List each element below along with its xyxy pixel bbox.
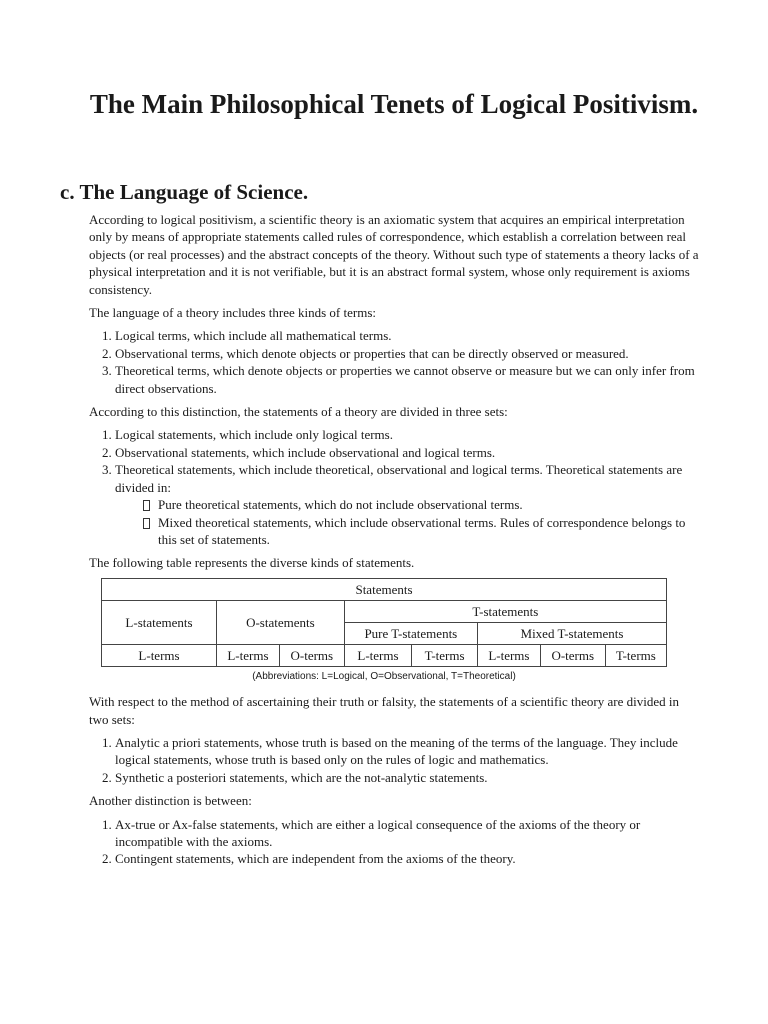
list-item-text: Theoretical statements, which include theoretical, observational and logical terms. Theoretical statements are divided in: [115,462,683,495]
table-caption: (Abbreviations: L=Logical, O=Observational, T=Theoretical) [252,670,516,682]
sublist-item-text: Mixed theoretical statements, which include observational terms. Rules of correspondence belongs to this set of statements. [158,514,686,547]
table-cell-t-statements: T-statements [344,600,666,622]
section-heading: c. The Language of Science. [60,180,309,204]
table-cell: L-terms [217,644,280,666]
page-title: The Main Philosophical Tenets of Logical Positivism. [89,89,699,119]
statements-table [101,578,667,667]
truth-intro-paragraph: With respect to the method of ascertaining their truth or falsity, the statements of a scientific theory are divided in two sets: [89,694,679,727]
table-cell: T-terms [412,644,478,666]
list-item: 1. Ax-true or Ax-false statements, which are either a logical consequence of the axioms of the theory or incompatible with the axioms. [115,816,699,851]
list-item: 1. Logical terms, which include all mathematical terms. [115,327,699,344]
sublist-item [143,496,699,513]
sublist-item-text: Pure theoretical statements, which do not include observational terms. [158,497,523,513]
list-item: 2. Observational terms, which denote objects or properties that can be directly observed or measured. [115,345,699,362]
intro-paragraph: According to logical positivism, a scientific theory is an axiomatic system that acquires an empirical interpretation only by means of appropriate statements called rules of correspondence, which establish a correlation between real objects (or real processes) and the abstract concepts of the theory. Without such type of statements a theory lacks of a physical interpretation and it is not verifiable, but it is an abstract formal system, whose only requirement is axioms consistency. [89,212,699,297]
table-intro-paragraph: The following table represents the diverse kinds of statements. [89,555,415,571]
sublist-item [143,514,699,549]
list-item: 2. Contingent statements, which are independent from the axioms of the theory. [115,850,699,867]
table-header-statements: Statements [102,578,667,600]
document-body [89,211,699,874]
list-item: 3. Theoretical terms, which denote objects or properties we cannot observe or measure but we can only infer from direct observations. [115,362,699,397]
square-bullet-icon [143,500,150,511]
terms-list [89,327,699,397]
table-cell: T-terms [605,644,666,666]
table-cell: L-terms [102,644,217,666]
truth-list [89,734,699,786]
table-cell-mixed-t: Mixed T-statements [477,622,666,644]
table-cell: O-terms [279,644,344,666]
table-cell: L-terms [477,644,540,666]
list-item: 1. Analytic a priori statements, whose truth is based on the meaning of the terms of the language. They include logical statements, whose truth is based only on the rules of logic and mathematics. [115,734,699,769]
terms-intro-paragraph: The language of a theory includes three kinds of terms: [89,305,376,321]
table-cell: O-terms [540,644,605,666]
axiom-intro-paragraph: Another distinction is between: [89,793,252,809]
table-cell-o-statements: O-statements [217,600,345,644]
axiom-list [89,816,699,868]
theoretical-sublist [115,496,699,548]
statements-list [89,426,699,548]
list-item: 2. Synthetic a posteriori statements, which are the not-analytic statements. [115,769,699,786]
statements-intro-paragraph: According to this distinction, the statements of a theory are divided in three sets: [89,404,508,420]
list-item [115,461,699,548]
square-bullet-icon [143,518,150,529]
table-cell-l-statements: L-statements [102,600,217,644]
table-cell-pure-t: Pure T-statements [344,622,477,644]
table-cell: L-terms [344,644,411,666]
list-item: 2. Observational statements, which include observational and logical terms. [115,444,699,461]
table-row [102,644,667,666]
list-item: 1. Logical statements, which include only logical terms. [115,426,699,443]
